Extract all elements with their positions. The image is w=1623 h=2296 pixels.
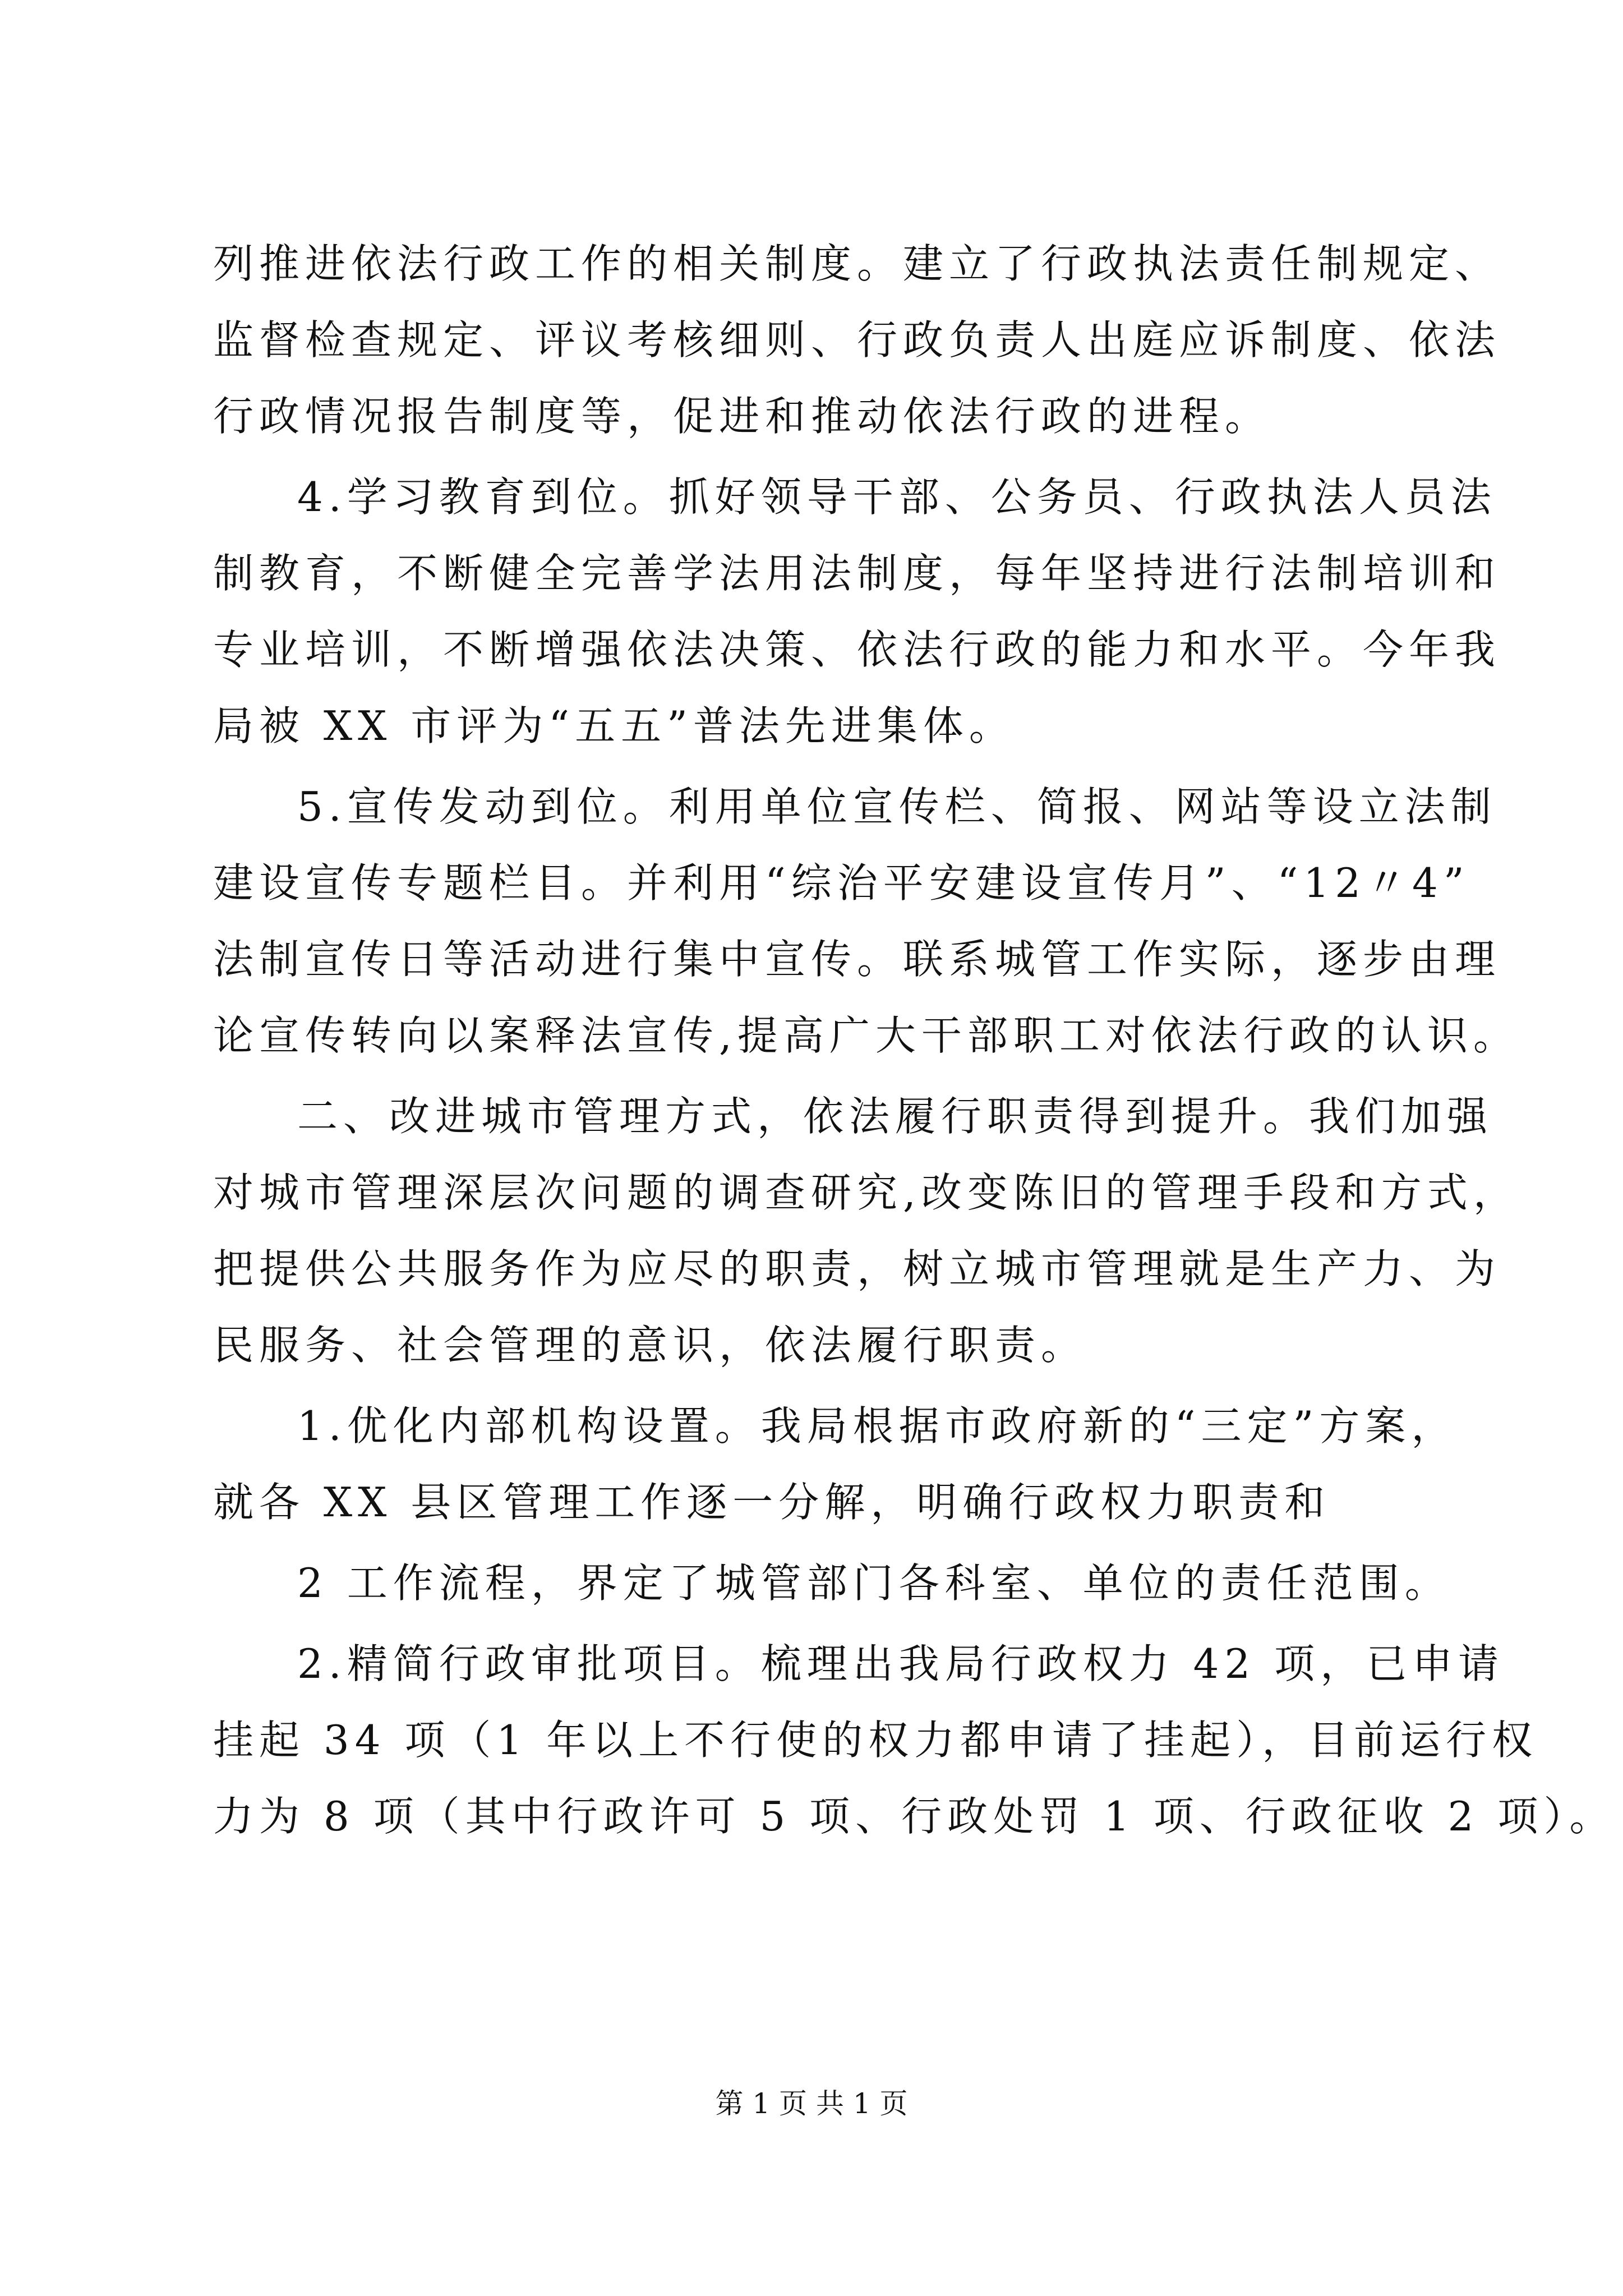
text-line: 2.精简行政审批项目。梳理出我局行政权力 42 项，已申请: [297, 1640, 1505, 1687]
text-line: 局被 XX 市评为“五五”普法先进集体。: [213, 702, 1015, 749]
text-line: 行政情况报告制度等，促进和推动依法行政的进程。: [213, 393, 1271, 440]
text-line: 对城市管理深层次问题的调查研究,改变陈旧的管理手段和方式，: [213, 1169, 1519, 1216]
text-line: 民服务、社会管理的意识，依法履行职责。: [213, 1322, 1087, 1369]
text-line: 法制宣传日等活动进行集中宣传。联系城管工作实际，逐步由理: [213, 936, 1501, 983]
text-line: 2 工作流程，界定了城管部门各科室、单位的责任范围。: [297, 1559, 1451, 1607]
text-line: 制教育，不断健全完善学法用法制度，每年坚持进行法制培训和: [213, 550, 1501, 597]
text-line: 监督检查规定、评议考核细则、行政负责人出庭应诉制度、依法: [213, 316, 1501, 364]
text-line: 5.宣传发动到位。利用单位宣传栏、简报、网站等设立法制: [297, 783, 1497, 830]
page-number-footer: 第 1 页 共 1 页: [715, 2087, 908, 2120]
text-line: 就各 XX 县区管理工作逐一分解，明确行政权力职责和: [213, 1479, 1331, 1526]
text-line: 1.优化内部机构设置。我局根据市政府新的“三定”方案，: [297, 1402, 1458, 1450]
text-line: 专业培训，不断增强依法决策、依法行政的能力和水平。今年我: [213, 626, 1501, 673]
text-line: 力为 8 项（其中行政许可 5 项、行政处罚 1 项、行政征收 2 项）。: [213, 1793, 1616, 1840]
text-line: 4.学习教育到位。抓好领导干部、公务员、行政执法人员法: [297, 473, 1497, 521]
text-line: 建设宣传专题栏目。并利用“综治平安建设宣传月”、“12〃4”: [213, 859, 1470, 907]
text-line: 把提供公共服务作为应尽的职责，树立城市管理就是生产力、为: [213, 1245, 1501, 1292]
text-line: 挂起 34 项（1 年以上不行使的权力都申请了挂起），目前运行权: [213, 1717, 1538, 1764]
text-line: 列推进依法行政工作的相关制度。建立了行政执法责任制规定、: [213, 240, 1501, 287]
text-line: 二、改进城市管理方式，依法履行职责得到提升。我们加强: [297, 1093, 1493, 1140]
text-line: 论宣传转向以案释法宣传,提高广大干部职工对依法行政的认识。: [213, 1012, 1519, 1059]
